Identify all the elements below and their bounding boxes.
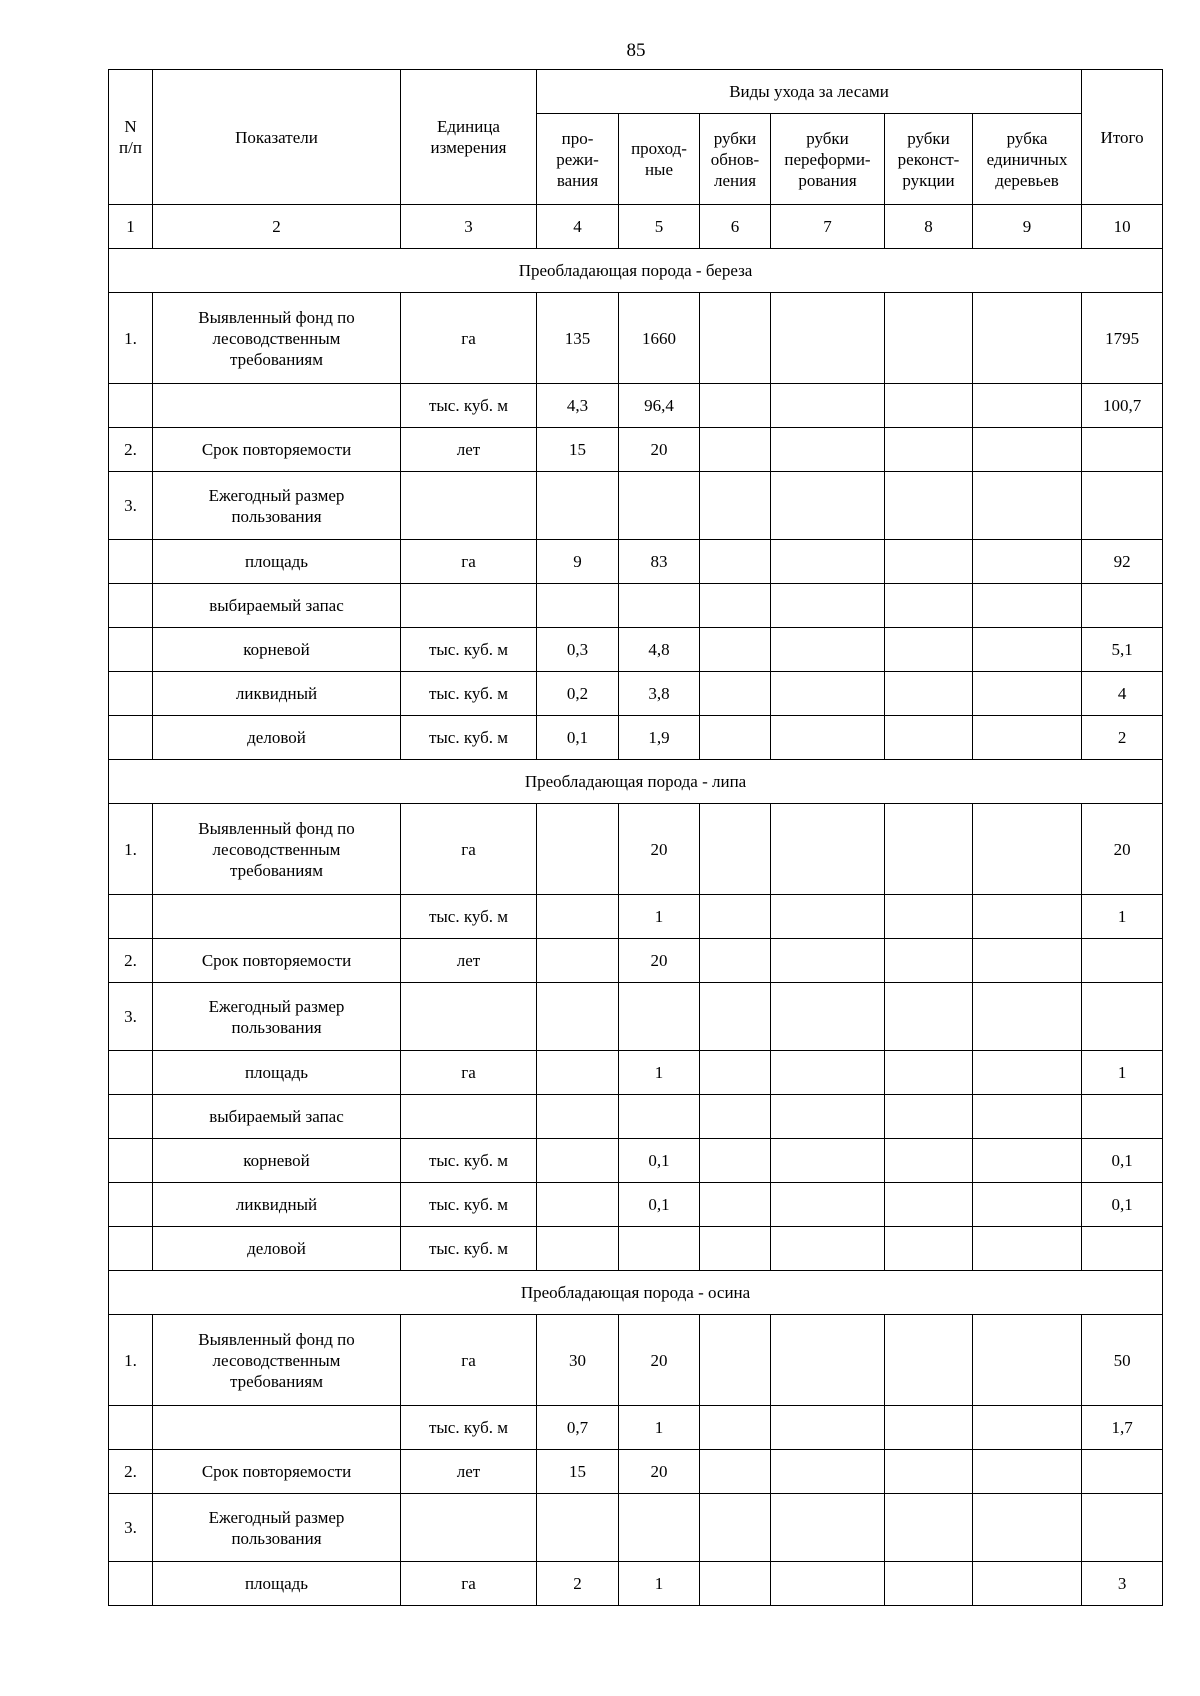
value-cell [885, 628, 973, 672]
row-label: площадь [153, 1562, 401, 1606]
value-cell [771, 1139, 885, 1183]
table-row [109, 1562, 1163, 1606]
table-row [109, 939, 1163, 983]
value-cell [771, 293, 885, 384]
row-unit: тыс. куб. м [401, 716, 537, 760]
value-cell [885, 939, 973, 983]
page-number: 85 [626, 40, 646, 61]
value-cell: 20 [619, 1315, 700, 1406]
total-cell [1082, 1494, 1163, 1562]
value-cell [973, 1562, 1082, 1606]
value-cell [885, 293, 973, 384]
column-number: 7 [771, 205, 885, 249]
row-number: 1. [109, 293, 153, 384]
value-cell [885, 428, 973, 472]
value-cell: 9 [537, 540, 619, 584]
value-cell: 4,3 [537, 384, 619, 428]
value-cell [973, 584, 1082, 628]
row-label: Срок повторяемости [153, 428, 401, 472]
row-number: 1. [109, 804, 153, 895]
row-unit: тыс. куб. м [401, 384, 537, 428]
value-cell [700, 939, 771, 983]
total-cell: 1,7 [1082, 1406, 1163, 1450]
value-cell [973, 804, 1082, 895]
section-title: Преобладающая порода - липа [109, 760, 1163, 804]
row-number [109, 1183, 153, 1227]
row-number [109, 1562, 153, 1606]
value-cell [700, 1494, 771, 1562]
header-care-type: рубки обнов- ления [700, 114, 771, 205]
table-row [109, 1227, 1163, 1271]
total-cell [1082, 584, 1163, 628]
value-cell [619, 472, 700, 540]
total-cell: 3 [1082, 1562, 1163, 1606]
row-label: деловой [153, 1227, 401, 1271]
value-cell [771, 1315, 885, 1406]
value-cell: 2 [537, 1562, 619, 1606]
section-row [109, 1271, 1163, 1315]
table-row [109, 384, 1163, 428]
value-cell [885, 1051, 973, 1095]
value-cell [700, 1562, 771, 1606]
value-cell [537, 472, 619, 540]
value-cell [973, 983, 1082, 1051]
table-row [109, 584, 1163, 628]
row-number [109, 1227, 153, 1271]
value-cell: 0,7 [537, 1406, 619, 1450]
value-cell [885, 1562, 973, 1606]
value-cell [771, 672, 885, 716]
table-row [109, 1051, 1163, 1095]
row-number [109, 1406, 153, 1450]
value-cell [771, 1562, 885, 1606]
row-label: площадь [153, 540, 401, 584]
table-row [109, 672, 1163, 716]
total-cell: 20 [1082, 804, 1163, 895]
row-label: площадь [153, 1051, 401, 1095]
value-cell [973, 895, 1082, 939]
value-cell [885, 584, 973, 628]
value-cell [973, 293, 1082, 384]
total-cell: 4 [1082, 672, 1163, 716]
value-cell: 15 [537, 1450, 619, 1494]
row-unit: тыс. куб. м [401, 1183, 537, 1227]
value-cell [771, 1406, 885, 1450]
row-number [109, 895, 153, 939]
value-cell [973, 428, 1082, 472]
table-row [109, 628, 1163, 672]
value-cell: 20 [619, 939, 700, 983]
row-unit [401, 983, 537, 1051]
value-cell: 30 [537, 1315, 619, 1406]
value-cell [885, 1315, 973, 1406]
value-cell: 20 [619, 1450, 700, 1494]
value-cell: 1 [619, 895, 700, 939]
total-cell [1082, 428, 1163, 472]
row-unit: га [401, 293, 537, 384]
value-cell [771, 628, 885, 672]
value-cell [973, 1494, 1082, 1562]
value-cell [885, 384, 973, 428]
table-row [109, 1315, 1163, 1406]
total-cell [1082, 1227, 1163, 1271]
row-label: Ежегодный размер пользования [153, 983, 401, 1051]
row-unit: тыс. куб. м [401, 1139, 537, 1183]
value-cell: 135 [537, 293, 619, 384]
value-cell [537, 1227, 619, 1271]
total-cell [1082, 983, 1163, 1051]
table-row [109, 804, 1163, 895]
forest-care-table [108, 69, 1163, 1606]
value-cell [885, 472, 973, 540]
value-cell [885, 1139, 973, 1183]
table-row [109, 1450, 1163, 1494]
value-cell [885, 983, 973, 1051]
section-row [109, 249, 1163, 293]
value-cell [885, 895, 973, 939]
value-cell [973, 628, 1082, 672]
row-unit: га [401, 1562, 537, 1606]
value-cell [771, 1227, 885, 1271]
value-cell [973, 540, 1082, 584]
header-row-column-numbers [109, 205, 1163, 249]
value-cell [700, 716, 771, 760]
table-row [109, 428, 1163, 472]
value-cell [700, 1095, 771, 1139]
total-cell: 1 [1082, 1051, 1163, 1095]
header-care-types: Виды ухода за лесами [537, 70, 1082, 114]
value-cell: 0,2 [537, 672, 619, 716]
header-total: Итого [1082, 70, 1163, 205]
value-cell [537, 1183, 619, 1227]
row-unit: га [401, 540, 537, 584]
value-cell: 20 [619, 804, 700, 895]
row-label [153, 895, 401, 939]
row-unit: лет [401, 939, 537, 983]
value-cell [771, 428, 885, 472]
row-number: 3. [109, 472, 153, 540]
row-number: 1. [109, 1315, 153, 1406]
row-label: выбираемый запас [153, 1095, 401, 1139]
value-cell [973, 716, 1082, 760]
total-cell: 0,1 [1082, 1139, 1163, 1183]
total-cell [1082, 939, 1163, 983]
row-number [109, 672, 153, 716]
value-cell [700, 983, 771, 1051]
row-number [109, 1095, 153, 1139]
value-cell: 4,8 [619, 628, 700, 672]
value-cell [619, 1227, 700, 1271]
table-row [109, 716, 1163, 760]
value-cell [885, 672, 973, 716]
value-cell [973, 1183, 1082, 1227]
total-cell: 1 [1082, 895, 1163, 939]
value-cell [700, 293, 771, 384]
value-cell [771, 939, 885, 983]
table-row [109, 1139, 1163, 1183]
row-label: ликвидный [153, 1183, 401, 1227]
row-number: 3. [109, 1494, 153, 1562]
row-unit [401, 1494, 537, 1562]
row-unit: га [401, 804, 537, 895]
value-cell [771, 1051, 885, 1095]
column-number: 1 [109, 205, 153, 249]
value-cell [973, 672, 1082, 716]
row-label: Выявленный фонд по лесоводственным требованиям [153, 293, 401, 384]
row-number [109, 1051, 153, 1095]
value-cell [885, 1406, 973, 1450]
value-cell [700, 1227, 771, 1271]
row-unit: га [401, 1315, 537, 1406]
row-unit [401, 584, 537, 628]
value-cell [885, 540, 973, 584]
total-cell: 2 [1082, 716, 1163, 760]
column-number: 8 [885, 205, 973, 249]
row-unit: лет [401, 1450, 537, 1494]
column-number: 2 [153, 205, 401, 249]
row-number: 3. [109, 983, 153, 1051]
column-number: 5 [619, 205, 700, 249]
column-number: 4 [537, 205, 619, 249]
value-cell [537, 1494, 619, 1562]
column-number: 10 [1082, 205, 1163, 249]
row-unit: га [401, 1051, 537, 1095]
value-cell [885, 804, 973, 895]
value-cell [771, 1183, 885, 1227]
value-cell [537, 804, 619, 895]
value-cell [700, 1183, 771, 1227]
table-row [109, 895, 1163, 939]
value-cell [771, 716, 885, 760]
row-unit: лет [401, 428, 537, 472]
total-cell [1082, 1095, 1163, 1139]
row-label: корневой [153, 1139, 401, 1183]
value-cell [700, 584, 771, 628]
row-number [109, 384, 153, 428]
value-cell [973, 384, 1082, 428]
row-unit: тыс. куб. м [401, 672, 537, 716]
row-label: Выявленный фонд по лесоводственным требованиям [153, 804, 401, 895]
value-cell [973, 1139, 1082, 1183]
table-row [109, 1406, 1163, 1450]
value-cell [973, 1406, 1082, 1450]
value-cell: 1 [619, 1406, 700, 1450]
table-row [109, 1183, 1163, 1227]
row-label: Ежегодный размер пользования [153, 1494, 401, 1562]
value-cell [537, 983, 619, 1051]
value-cell [973, 1450, 1082, 1494]
value-cell: 15 [537, 428, 619, 472]
section-row [109, 760, 1163, 804]
value-cell [619, 584, 700, 628]
value-cell [885, 1494, 973, 1562]
total-cell: 92 [1082, 540, 1163, 584]
table-body [109, 249, 1163, 1606]
table-row [109, 1095, 1163, 1139]
header-care-type: рубки реконст- рукции [885, 114, 973, 205]
value-cell [885, 716, 973, 760]
value-cell [771, 1095, 885, 1139]
table-row [109, 293, 1163, 384]
row-number [109, 1139, 153, 1183]
row-number [109, 716, 153, 760]
value-cell [619, 983, 700, 1051]
table-row [109, 1494, 1163, 1562]
table-row [109, 983, 1163, 1051]
value-cell [619, 1095, 700, 1139]
row-label: Срок повторяемости [153, 1450, 401, 1494]
value-cell [771, 584, 885, 628]
value-cell: 1 [619, 1562, 700, 1606]
value-cell [973, 1227, 1082, 1271]
row-unit: тыс. куб. м [401, 1227, 537, 1271]
value-cell [771, 1494, 885, 1562]
value-cell: 0,1 [537, 716, 619, 760]
value-cell [885, 1227, 973, 1271]
row-label: деловой [153, 716, 401, 760]
value-cell [885, 1183, 973, 1227]
row-unit [401, 472, 537, 540]
row-unit: тыс. куб. м [401, 628, 537, 672]
header-unit: Единица измерения [401, 70, 537, 205]
section-title: Преобладающая порода - береза [109, 249, 1163, 293]
header-care-type: рубки переформи- рования [771, 114, 885, 205]
value-cell [771, 983, 885, 1051]
row-number [109, 540, 153, 584]
value-cell: 0,1 [619, 1139, 700, 1183]
value-cell [619, 1494, 700, 1562]
value-cell [700, 1315, 771, 1406]
header-indicators: Показатели [153, 70, 401, 205]
header-care-type: рубка единичных деревьев [973, 114, 1082, 205]
value-cell [973, 1095, 1082, 1139]
total-cell: 1795 [1082, 293, 1163, 384]
header-num: N п/п [109, 70, 153, 205]
row-number: 2. [109, 428, 153, 472]
value-cell [700, 428, 771, 472]
value-cell: 0,1 [619, 1183, 700, 1227]
value-cell [973, 939, 1082, 983]
value-cell [973, 1051, 1082, 1095]
value-cell [771, 540, 885, 584]
section-title: Преобладающая порода - осина [109, 1271, 1163, 1315]
value-cell [537, 1051, 619, 1095]
column-number: 3 [401, 205, 537, 249]
value-cell: 3,8 [619, 672, 700, 716]
row-number [109, 628, 153, 672]
row-unit: тыс. куб. м [401, 1406, 537, 1450]
header-row-top [109, 70, 1163, 114]
table-row [109, 472, 1163, 540]
value-cell [700, 804, 771, 895]
value-cell [700, 895, 771, 939]
row-number [109, 584, 153, 628]
total-cell: 5,1 [1082, 628, 1163, 672]
value-cell [885, 1450, 973, 1494]
value-cell [973, 1315, 1082, 1406]
value-cell [537, 939, 619, 983]
value-cell [885, 1095, 973, 1139]
table-row [109, 540, 1163, 584]
row-unit: тыс. куб. м [401, 895, 537, 939]
value-cell [700, 1139, 771, 1183]
value-cell: 83 [619, 540, 700, 584]
value-cell [771, 895, 885, 939]
value-cell [700, 1051, 771, 1095]
value-cell [700, 1406, 771, 1450]
header-care-type: проход- ные [619, 114, 700, 205]
value-cell [537, 895, 619, 939]
value-cell [700, 472, 771, 540]
row-label: выбираемый запас [153, 584, 401, 628]
value-cell [700, 628, 771, 672]
value-cell: 1 [619, 1051, 700, 1095]
row-unit [401, 1095, 537, 1139]
value-cell: 1660 [619, 293, 700, 384]
value-cell [537, 584, 619, 628]
total-cell [1082, 472, 1163, 540]
row-number: 2. [109, 1450, 153, 1494]
value-cell [771, 1450, 885, 1494]
row-label: Срок повторяемости [153, 939, 401, 983]
value-cell: 1,9 [619, 716, 700, 760]
row-label [153, 1406, 401, 1450]
total-cell: 100,7 [1082, 384, 1163, 428]
value-cell [537, 1139, 619, 1183]
row-label [153, 384, 401, 428]
value-cell [771, 472, 885, 540]
value-cell [700, 540, 771, 584]
row-label: Ежегодный размер пользования [153, 472, 401, 540]
column-number: 9 [973, 205, 1082, 249]
row-number: 2. [109, 939, 153, 983]
value-cell [537, 1095, 619, 1139]
value-cell: 96,4 [619, 384, 700, 428]
value-cell [700, 672, 771, 716]
value-cell: 0,3 [537, 628, 619, 672]
total-cell: 50 [1082, 1315, 1163, 1406]
value-cell [700, 384, 771, 428]
value-cell: 20 [619, 428, 700, 472]
value-cell [700, 1450, 771, 1494]
value-cell [973, 472, 1082, 540]
total-cell [1082, 1450, 1163, 1494]
header-care-type: про- режи- вания [537, 114, 619, 205]
total-cell: 0,1 [1082, 1183, 1163, 1227]
value-cell [771, 384, 885, 428]
row-label: корневой [153, 628, 401, 672]
column-number: 6 [700, 205, 771, 249]
value-cell [771, 804, 885, 895]
row-label: ликвидный [153, 672, 401, 716]
row-label: Выявленный фонд по лесоводственным требованиям [153, 1315, 401, 1406]
